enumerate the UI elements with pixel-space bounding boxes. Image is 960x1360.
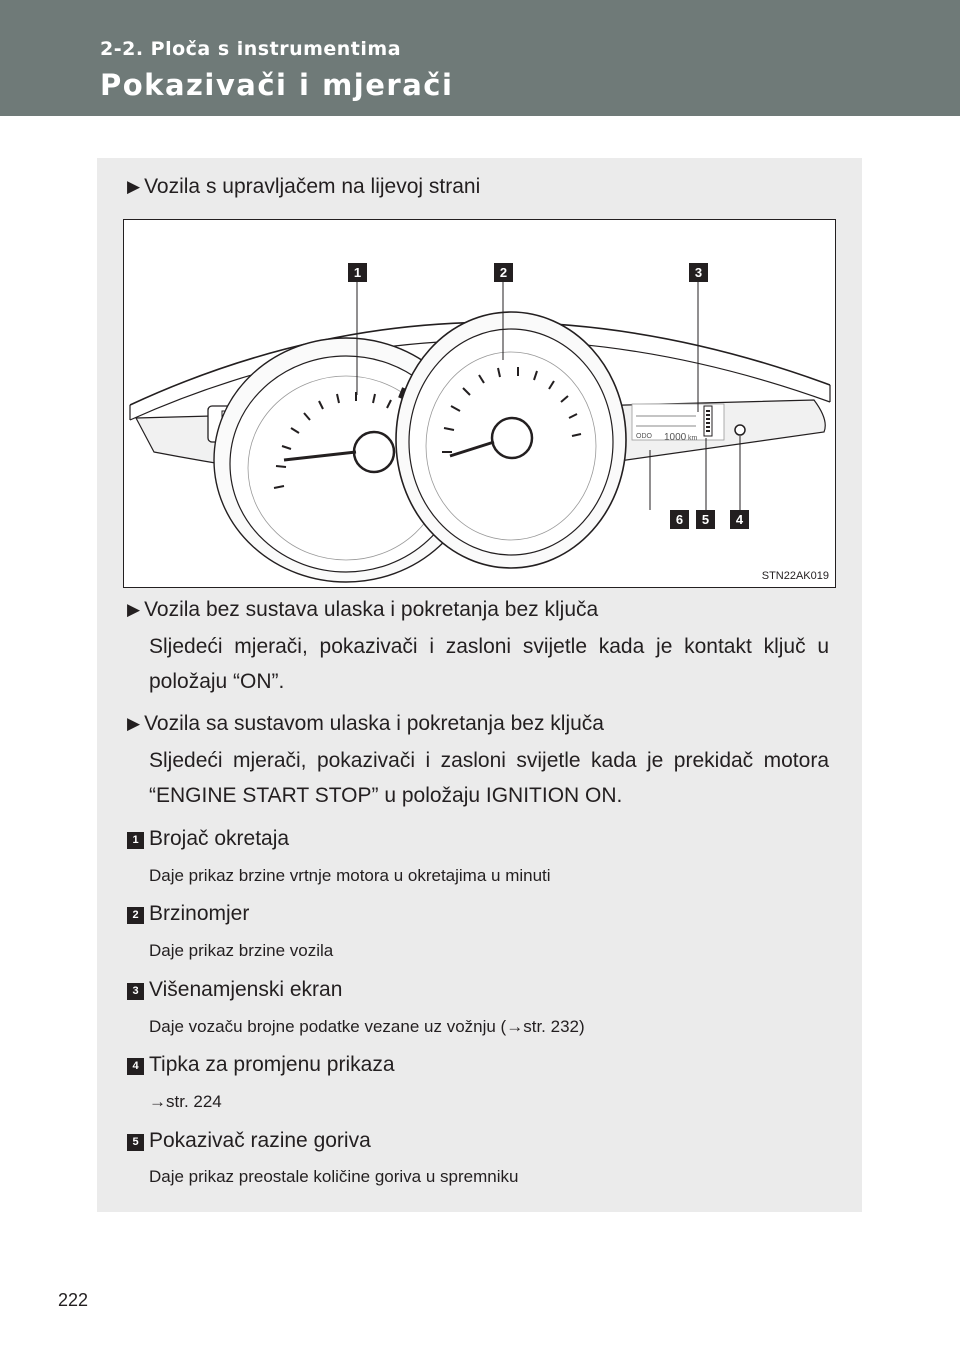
item-5-badge: 5 (127, 1134, 144, 1151)
instrument-cluster-figure (123, 219, 836, 588)
instrument-cluster-illustration (124, 220, 834, 586)
header-bar (0, 0, 960, 116)
item-1-title (127, 826, 289, 852)
item-3-desc: Daje vozaču brojne podatke vezane uz vožnju (→str. 232) (149, 1017, 585, 1036)
note-heading-1-text: Vozila bez sustava ulaska i pokretanja bez ključa (144, 598, 599, 621)
item-2-title (127, 901, 249, 927)
note-heading-1 (127, 596, 598, 625)
page-heading: Pokazivači i mjerači (100, 68, 454, 102)
callout-4: 4 (730, 510, 749, 529)
item-2-title-text: Brzinomjer (149, 902, 250, 925)
note-text-1: Sljedeći mjerači, pokazivači i zasloni svijetle kada je kontakt ključ u položaju “ON”. (149, 635, 829, 693)
item-1-desc: Daje prikaz brzine vrtnje motora u okretajima u minuti (149, 866, 551, 885)
right-triangle-arrow-icon: ▶ (127, 600, 141, 619)
item-2-desc: Daje prikaz brzine vozila (149, 941, 334, 960)
note-text-2: Sljedeći mjerači, pokazivači i zasloni svijetle kada je prekidač motora “ENGINE START STOP” u položaju IGNITION ON. (149, 749, 829, 807)
figure-code: STN22AK019 (761, 570, 829, 582)
odometer-unit: km (688, 435, 698, 442)
item-4-title-text: Tipka za promjenu prikaza (149, 1053, 395, 1076)
note-heading-2-text: Vozila sa sustavom ulaska i pokretanja bez ključa (144, 712, 604, 735)
multi-information-display (632, 404, 724, 443)
item-5-title (127, 1128, 371, 1154)
item-1-badge: 1 (127, 832, 144, 849)
callout-1: 1 (348, 263, 367, 282)
item-4-badge: 4 (127, 1058, 144, 1075)
odometer-value: 1000 (664, 432, 687, 443)
speedometer (396, 312, 626, 568)
callout-3: 3 (689, 263, 708, 282)
figure-caption (127, 173, 480, 202)
callout-6: 6 (670, 510, 689, 529)
item-3-badge: 3 (127, 983, 144, 1000)
item-4-desc: →str. 224 (149, 1092, 222, 1111)
item-3-title-text: Višenamjenski ekran (149, 978, 343, 1001)
display-change-button-icon (735, 425, 745, 435)
item-5-desc: Daje prikaz preostale količine goriva u spremniku (149, 1167, 519, 1186)
page-number: 222 (58, 1290, 89, 1310)
odo-label: ODO (636, 433, 652, 440)
item-1-title-text: Brojač okretaja (149, 827, 290, 850)
item-3-title (127, 977, 342, 1003)
item-2-badge: 2 (127, 907, 144, 924)
figure-caption-text: Vozila s upravljačem na lijevoj strani (144, 175, 481, 198)
item-4-title (127, 1052, 395, 1078)
right-triangle-arrow-icon: ▶ (127, 714, 141, 733)
section-label: 2-2. Ploča s instrumentima (100, 38, 402, 60)
callout-5: 5 (696, 510, 715, 529)
right-triangle-arrow-icon: ▶ (127, 177, 141, 196)
item-5-title-text: Pokazivač razine goriva (149, 1129, 371, 1152)
callout-2: 2 (494, 263, 513, 282)
note-heading-2 (127, 710, 604, 739)
